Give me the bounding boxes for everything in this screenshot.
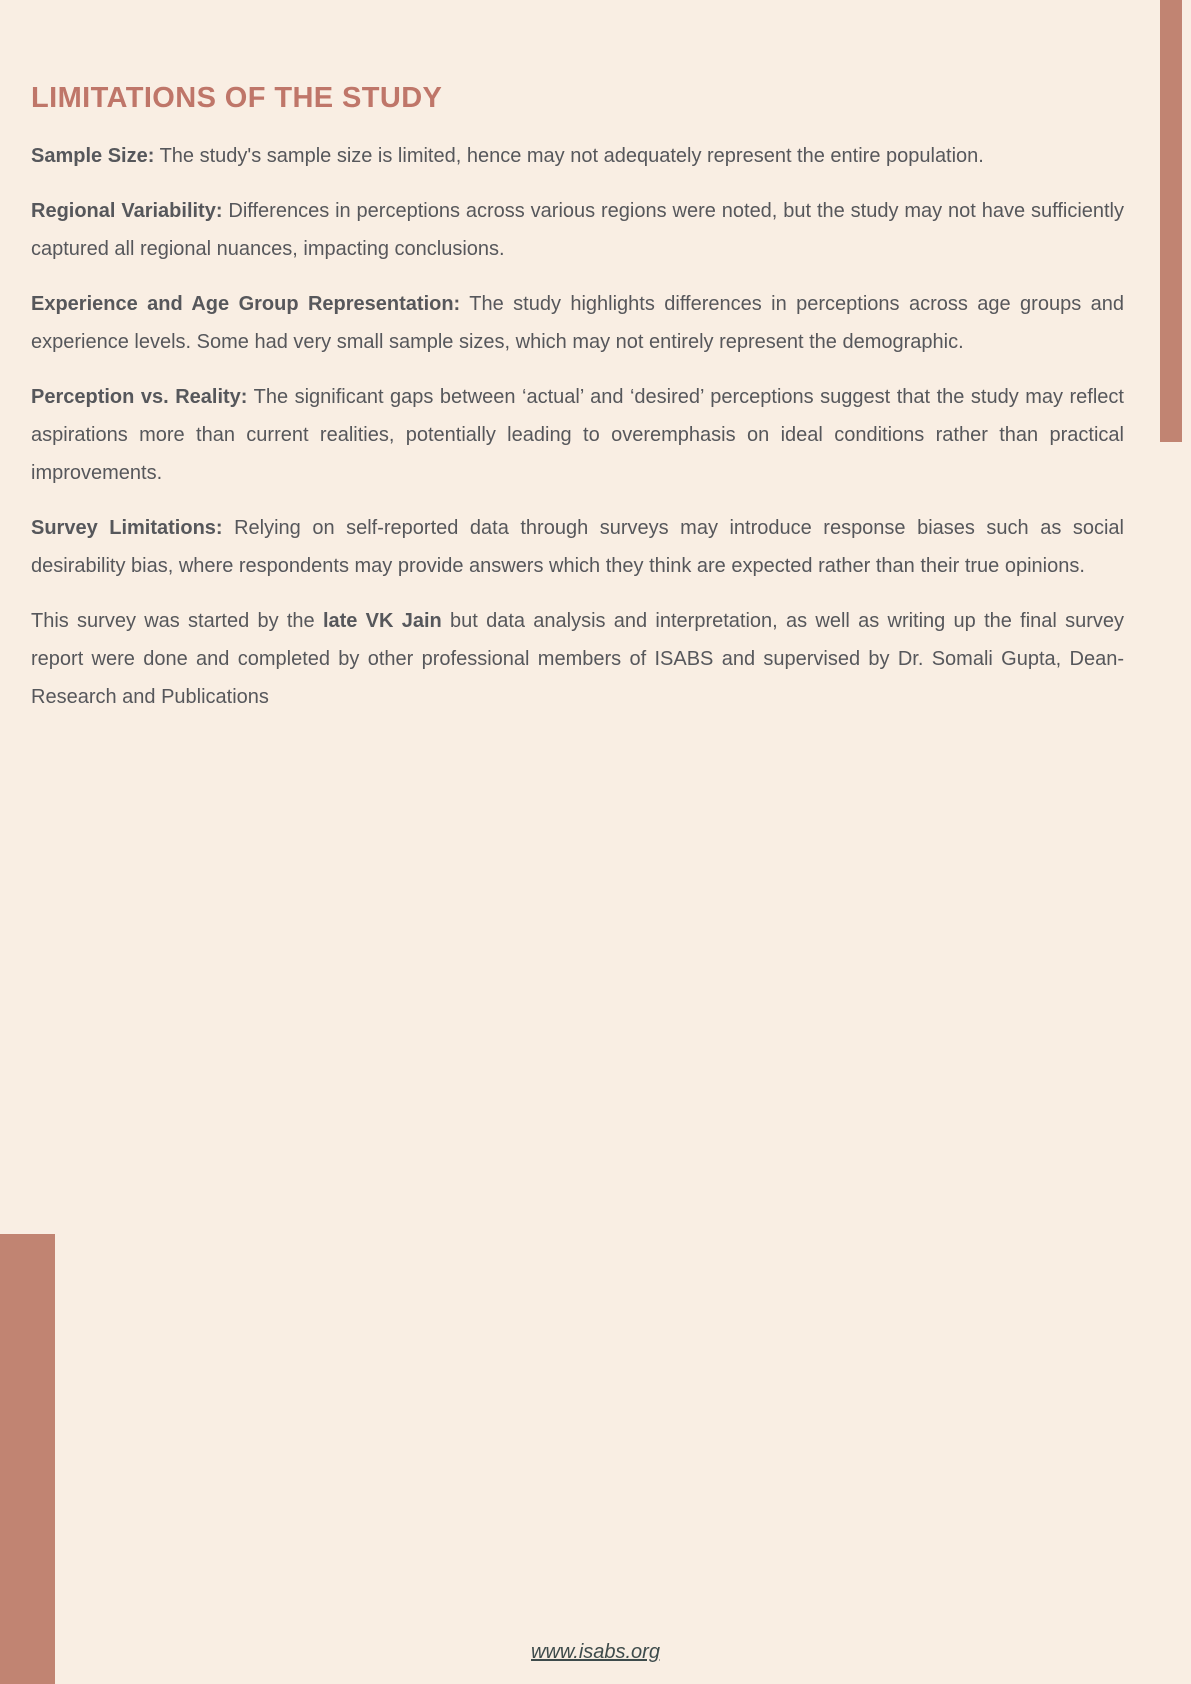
- paragraph-regional-variability: [31, 192, 1124, 268]
- paragraph-lead: Experience and Age Group Representation:: [31, 293, 461, 315]
- closing-text-before: This survey was started by the: [31, 610, 323, 632]
- paragraph-text: The study highlights differences in perceptions across age groups and experience levels. Some had very small sample sizes, which may not entirely represent the demographic.: [31, 293, 1124, 353]
- left-accent-bar: [0, 1234, 55, 1684]
- paragraph-perception-vs-reality: [31, 378, 1124, 492]
- paragraph-lead: Regional Variability:: [31, 200, 223, 222]
- page-footer: [0, 1641, 1191, 1664]
- paragraph-text: The study's sample size is limited, hence may not adequately represent the entire population.: [154, 145, 984, 167]
- page-title: LIMITATIONS OF THE STUDY: [31, 82, 443, 114]
- paragraph-sample-size: [31, 137, 1124, 175]
- paragraph-text: The significant gaps between ‘actual’ and ‘desired’ perceptions suggest that the study may reflect aspirations more than current realities, potentially leading to overemphasis on ideal conditions rather than practical improvements.: [31, 386, 1124, 484]
- content-area: [31, 82, 1124, 733]
- right-accent-bar: [1160, 0, 1182, 442]
- paragraph-text: Differences in perceptions across various regions were noted, but the study may not have sufficiently captured all regional nuances, impacting conclusions.: [31, 200, 1125, 260]
- closing-bold-name: late VK Jain: [322, 610, 442, 632]
- closing-text-after: but data analysis and interpretation, as well as writing up the final survey report were done and completed by other professional members of ISABS and supervised by Dr. Somali Gupta, Dean-Research and Publications: [31, 610, 1124, 708]
- paragraph-text: Relying on self-reported data through surveys may introduce response biases such as social desirability bias, where respondents may provide answers which they think are expected rather than their true opinions.: [31, 517, 1124, 577]
- paragraph-lead: Sample Size:: [31, 145, 155, 167]
- paragraph-experience-age-group: [31, 285, 1124, 361]
- paragraph-lead: Survey Limitations:: [31, 517, 223, 539]
- paragraph-survey-limitations: [31, 509, 1124, 585]
- paragraph-lead: Perception vs. Reality:: [31, 386, 248, 408]
- paragraph-closing-note: [31, 602, 1124, 716]
- website-link[interactable]: www.isabs.org: [531, 1641, 660, 1663]
